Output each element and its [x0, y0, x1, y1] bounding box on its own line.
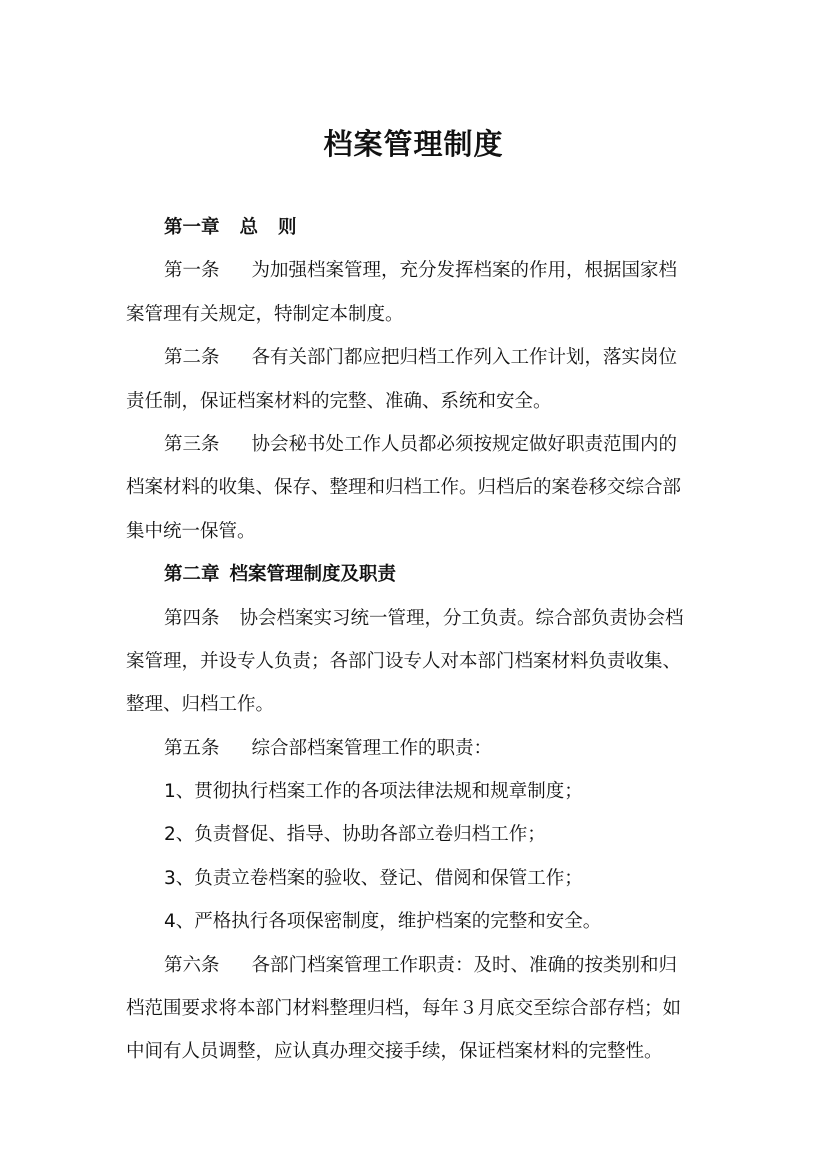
- article-text: 为加强档案管理，充分发挥档案的作用，根据国家档: [251, 260, 678, 282]
- article-text: 协会秘书处工作人员都必须按规定做好职责范围内的: [251, 433, 678, 455]
- list-item: 3、负责立卷档案的验收、登记、借阅和保管工作；: [164, 867, 583, 889]
- chapter-name-part: 则: [278, 217, 297, 238]
- article-4-line: [126, 597, 706, 640]
- list-item: 2、负责督促、指导、协助各部立卷归档工作；: [164, 824, 546, 846]
- chapter-name: 档案管理制度及职责: [229, 564, 397, 586]
- article-1-line: [126, 249, 706, 292]
- chapter-heading-1: [126, 206, 706, 249]
- article-4-line: 案管理，并设专人负责；各部门设专人对本部门档案材料负责收集、: [126, 650, 682, 672]
- list-item: 4、严格执行各项保密制度，维护档案的完整和安全。: [164, 911, 602, 933]
- article-label: 第一条: [164, 260, 220, 282]
- article-4-line: 整理、归档工作。: [126, 694, 275, 716]
- article-text: 综合部档案管理工作的职责：: [251, 737, 493, 759]
- article-2-line: 责任制，保证档案材料的完整、准确、系统和安全。: [126, 390, 552, 412]
- article-label: 第六条: [164, 954, 220, 976]
- chapter-name-part: 总: [239, 217, 259, 238]
- article-text: 各部门档案管理工作职责：及时、准确的按类别和归: [251, 954, 678, 976]
- list-item: 1、贯彻执行档案工作的各项法律法规和规章制度；: [164, 781, 583, 803]
- document-title: 档案管理制度: [323, 127, 504, 161]
- article-6-line: 中间有人员调整，应认真办理交接手续，保证档案材料的完整性。: [126, 1041, 663, 1063]
- article-6-line: [126, 944, 706, 987]
- chapter-label: 第二章: [164, 564, 220, 586]
- article-text: 各有关部门都应把归档工作列入工作计划，落实岗位: [251, 347, 678, 369]
- article-text: 协会档案实习统一管理，分工负责。综合部负责协会档: [239, 607, 684, 629]
- article-1-line: 案管理有关规定，特制定本制度。: [126, 303, 404, 325]
- article-6-line: 档范围要求将本部门材料整理归档，每年３月底交至综合部存档；如: [126, 998, 682, 1020]
- article-label: 第五条: [164, 737, 220, 759]
- article-label: 第二条: [164, 347, 220, 369]
- document-body: [126, 206, 706, 1074]
- article-3-line: 档案材料的收集、保存、整理和归档工作。归档后的案卷移交综合部: [126, 477, 682, 499]
- article-2-line: [126, 336, 706, 379]
- article-3-line: 集中统一保管。: [126, 520, 256, 542]
- chapter-label: 第一章: [164, 217, 220, 238]
- article-label: 第三条: [164, 433, 220, 455]
- article-3-line: [126, 423, 706, 466]
- chapter-heading-2: [126, 553, 706, 596]
- article-5-line: [126, 727, 706, 770]
- article-label: 第四条: [164, 607, 220, 629]
